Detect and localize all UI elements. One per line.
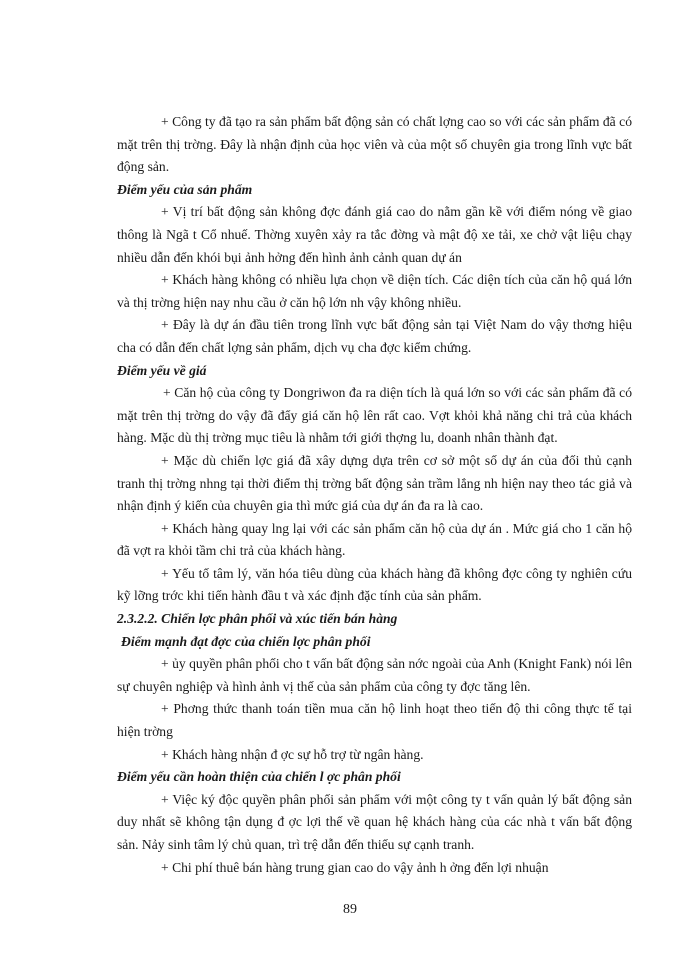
document-body: [117, 111, 632, 879]
paragraph: + Vị trí bất động sản không đợc đánh giá cao do nằm gần kề với điểm nóng về giao thông là Ngã t Cổ nhuế. Thờng xuyên xảy ra tắc đờng và mật độ xe tải, xe chở vật liệu chạy nhiều dẫn đến khói bụi ảnh hởng đến hình ảnh cảnh quan dự án: [117, 204, 632, 265]
paragraph: + ủy quyền phân phối cho t vấn bất động sản nớc ngoài của Anh (Knight Fank) nói lên sự chuyên nghiệp và hình ảnh vị thế của sản phẩm của công ty đợc tăng lên.: [117, 656, 632, 694]
section-heading: Điểm yếu cần hoàn thiện của chiến l ợc phân phối: [117, 769, 401, 785]
paragraph: + Việc ký độc quyền phân phối sản phẩm với một công ty t vấn quản lý bất động sản duy nhất sẽ không tận dụng đ ợc lợi thế về quan hệ khách hàng của các nhà t vấn bất động sản. Nảy sinh tâm lý chủ quan, trì trệ dẫn đến thiếu sự cạnh tranh.: [117, 791, 632, 852]
paragraph: + Khách hàng không có nhiều lựa chọn về diện tích. Các diện tích của căn hộ quá lớn và thị trờng hiện nay nhu cầu ở căn hộ lớn nh vậy không nhiều.: [117, 272, 632, 310]
section-heading: Điểm yếu của sản phẩm: [117, 181, 253, 197]
paragraph: + Mặc dù chiến lợc giá đã xây dựng dựa trên cơ sở một số dự án của đối thủ cạnh tranh thị trờng nhng tại thời điểm thị trờng bất động sản trầm lắng nh hiện nay theo tác giả và nhận định ý kiến của chuyên gia thì mức giá của dự án đa ra là cao.: [117, 452, 632, 514]
paragraph: + Khách hàng quay lng lại với các sản phẩm căn hộ của dự án . Mức giá cho 1 căn hộ đã vợt ra khỏi tầm chi trả của khách hàng.: [117, 520, 632, 559]
page-number: 89: [343, 902, 357, 917]
section-heading: Điểm yếu về giá: [117, 362, 207, 378]
paragraph: + Chi phí thuê bán hàng trung gian cao do vậy ảnh h ởng đến lợi nhuận: [161, 859, 549, 875]
paragraph: + Đây là dự án đầu tiên trong lĩnh vực bất động sản tại Việt Nam do vậy thơng hiệu cha có dẫn đến chất lợng sản phẩm, dịch vụ cha đợc kiểm chứng.: [117, 317, 632, 355]
paragraph: + Phơng thức thanh toán tiền mua căn hộ linh hoạt theo tiến độ thi công thực tế tại hiện trờng: [117, 701, 632, 740]
paragraph: + Yếu tố tâm lý, văn hóa tiêu dùng của khách hàng đã không đợc công ty nghiên cứu kỹ lỡng trớc khi tiến hành đầu t và xác định đặc tính của sản phẩm.: [117, 565, 632, 604]
paragraph: + Căn hộ của công ty Dongriwon đa ra diện tích là quá lớn so với các sản phẩm đã có mặt trên thị trờng do vậy đã đẩy giá căn hộ lên rất cao. Vợt khỏi khả năng chi trả của khách hàng. Mặc dù thị trờng mục tiêu là nhằm tới giới thợng lu, doanh nhân thành đạt.: [117, 385, 632, 446]
section-subheading: Điểm mạnh đạt đợc của chiến lợc phân phối: [121, 633, 371, 649]
section-heading: 2.3.2.2. Chiến lợc phân phối và xúc tiến bán hàng: [117, 611, 398, 627]
paragraph: + Khách hàng nhận đ ợc sự hỗ trợ từ ngân hàng.: [161, 746, 424, 762]
paragraph: + Công ty đã tạo ra sản phẩm bất động sản có chất lợng cao so với các sản phẩm đã có mặt trên thị trờng. Đây là nhận định của học viên và của một số chuyên gia trong lĩnh vực bất động sản.: [117, 114, 632, 175]
